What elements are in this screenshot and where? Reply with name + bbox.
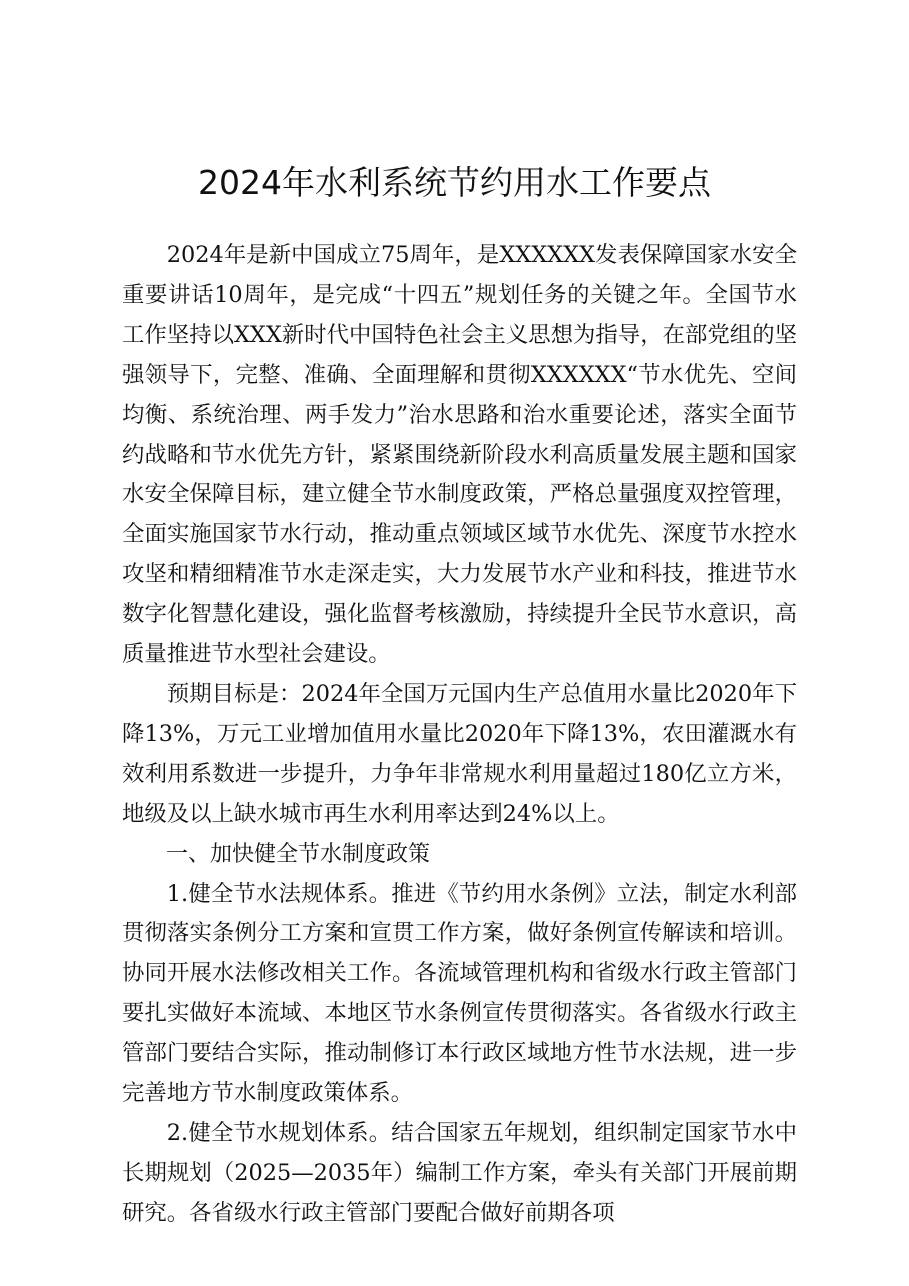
document-body	[122, 236, 797, 1234]
section-heading: 一、加快健全节水制度政策	[166, 841, 431, 867]
section-item-1: 1.健全节水法规体系。推进《节约用水条例》立法，制定水利部贯彻落实条例分工方案和宣贯工作方案，做好条例宣传解读和培训。协同开展水法修改相关工作。各流域管理机构和省级水行政主管部门要扎实做好本流域、本地区节水条例宣传贯彻落实。各省级水行政主管部门要结合实际，推动制修订本行政区域地方性节水法规，进一步完善地方节水制度政策体系。	[122, 880, 797, 1107]
intro-paragraph: 2024年是新中国成立75周年，是XXXXXX发表保障国家水安全重要讲话10周年，是完成“十四五”规划任务的关键之年。全国节水工作坚持以XXX新时代中国特色社会主义思想为指导，在部党组的坚强领导下，完整、准确、全面理解和贯彻XXXXXX“节水优先、空间均衡、系统治理、两手发力”治水思路和治水重要论述，落实全面节约战略和节水优先方针，紧紧围绕新阶段水利高质量发展主题和国家水安全保障目标，建立健全节水制度政策，严格总量强度双控管理，全面实施国家节水行动，推动重点领域区域节水优先、深度节水控水攻坚和精细精准节水走深走实，大力发展节水产业和科技，推进节水数字化智慧化建设，强化监督考核激励，持续提升全民节水意识，高质量推进节水型社会建设。	[122, 242, 797, 668]
section-item-2: 2.健全节水规划体系。结合国家五年规划，组织制定国家节水中长期规划（2025—2035年）编制工作方案，牵头有关部门开展前期研究。各省级水行政主管部门要配合做好前期各项	[122, 1119, 797, 1226]
goals-paragraph: 预期目标是：2024年全国万元国内生产总值用水量比2020年下降13%，万元工业增加值用水量比2020年下降13%，农田灌溉水有效利用系数进一步提升，力争年非常规水利用量超过180亿立方米，地级及以上缺水城市再生水利用率达到24%以上。	[122, 680, 797, 827]
document-title: 2024年水利系统节约用水工作要点	[198, 163, 711, 202]
